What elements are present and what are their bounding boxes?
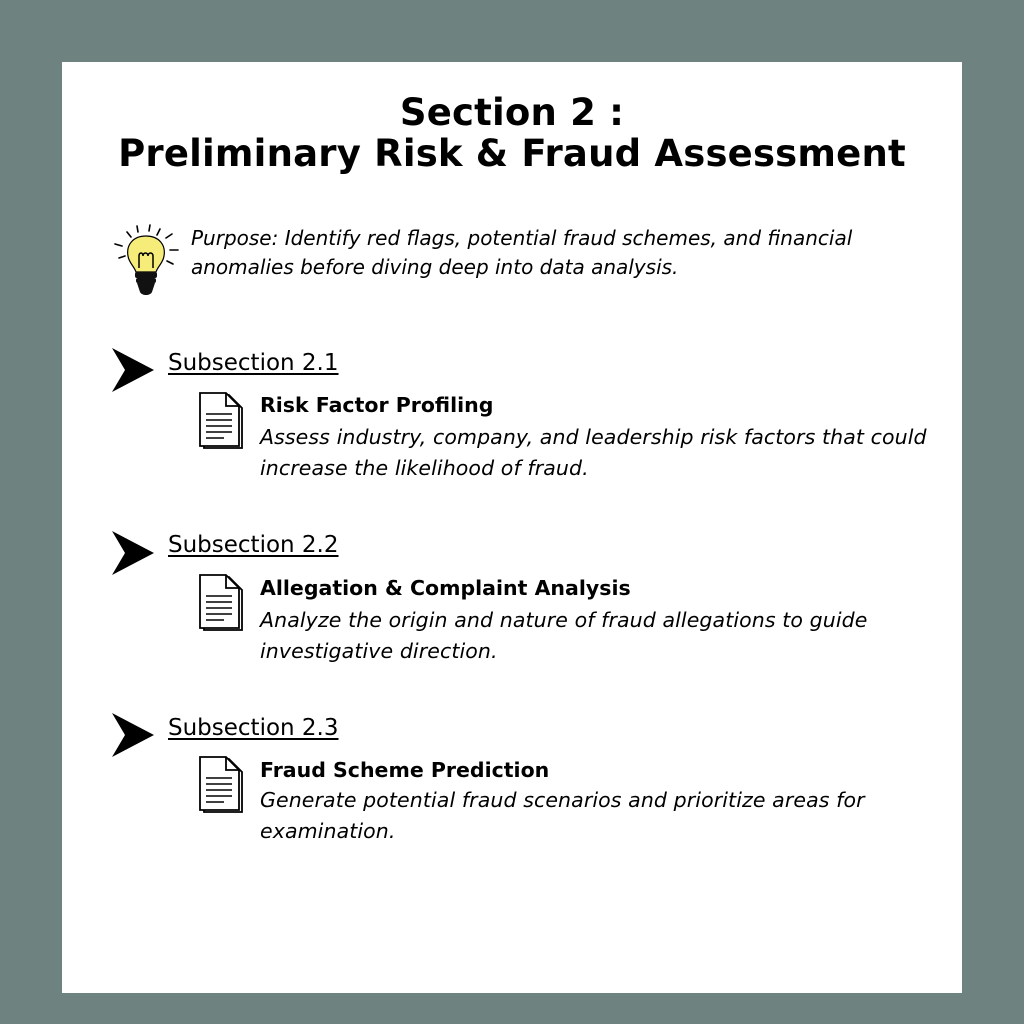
content-card [62, 62, 962, 993]
arrow-icon [112, 531, 154, 575]
section-title: Section 2 : [399, 91, 625, 134]
item-description: Generate potential fraud scenarios and prioritize areas for examination. [260, 788, 865, 843]
subsection-heading-2-1: Subsection 2.1 [168, 350, 339, 376]
item-description: Assess industry, company, and leadership risk factors that could increase the likelihood of fraud. [260, 425, 927, 480]
item-title-allegation-analysis: Allegation & Complaint Analysis [260, 576, 631, 600]
arrow-icon [112, 713, 154, 757]
item-title-risk-factor-profiling: Risk Factor Profiling [260, 393, 494, 417]
item-title-fraud-scheme-prediction: Fraud Scheme Prediction [260, 758, 550, 782]
item-description: Analyze the origin and nature of fraud allegations to guide investigative direction. [260, 608, 868, 663]
subsection-heading-2-3: Subsection 2.3 [168, 715, 339, 741]
lightbulb-icon [112, 222, 182, 302]
document-icon [198, 756, 244, 814]
purpose-text: Purpose: Identify red flags, potential fraud schemes, and financial anomalies before diving deep into data analysis. [191, 226, 853, 279]
section-subtitle: Preliminary Risk & Fraud Assessment [118, 132, 906, 175]
document-icon [198, 392, 244, 450]
arrow-icon [112, 348, 154, 392]
document-icon [198, 574, 244, 632]
subsection-heading-2-2: Subsection 2.2 [168, 532, 339, 558]
